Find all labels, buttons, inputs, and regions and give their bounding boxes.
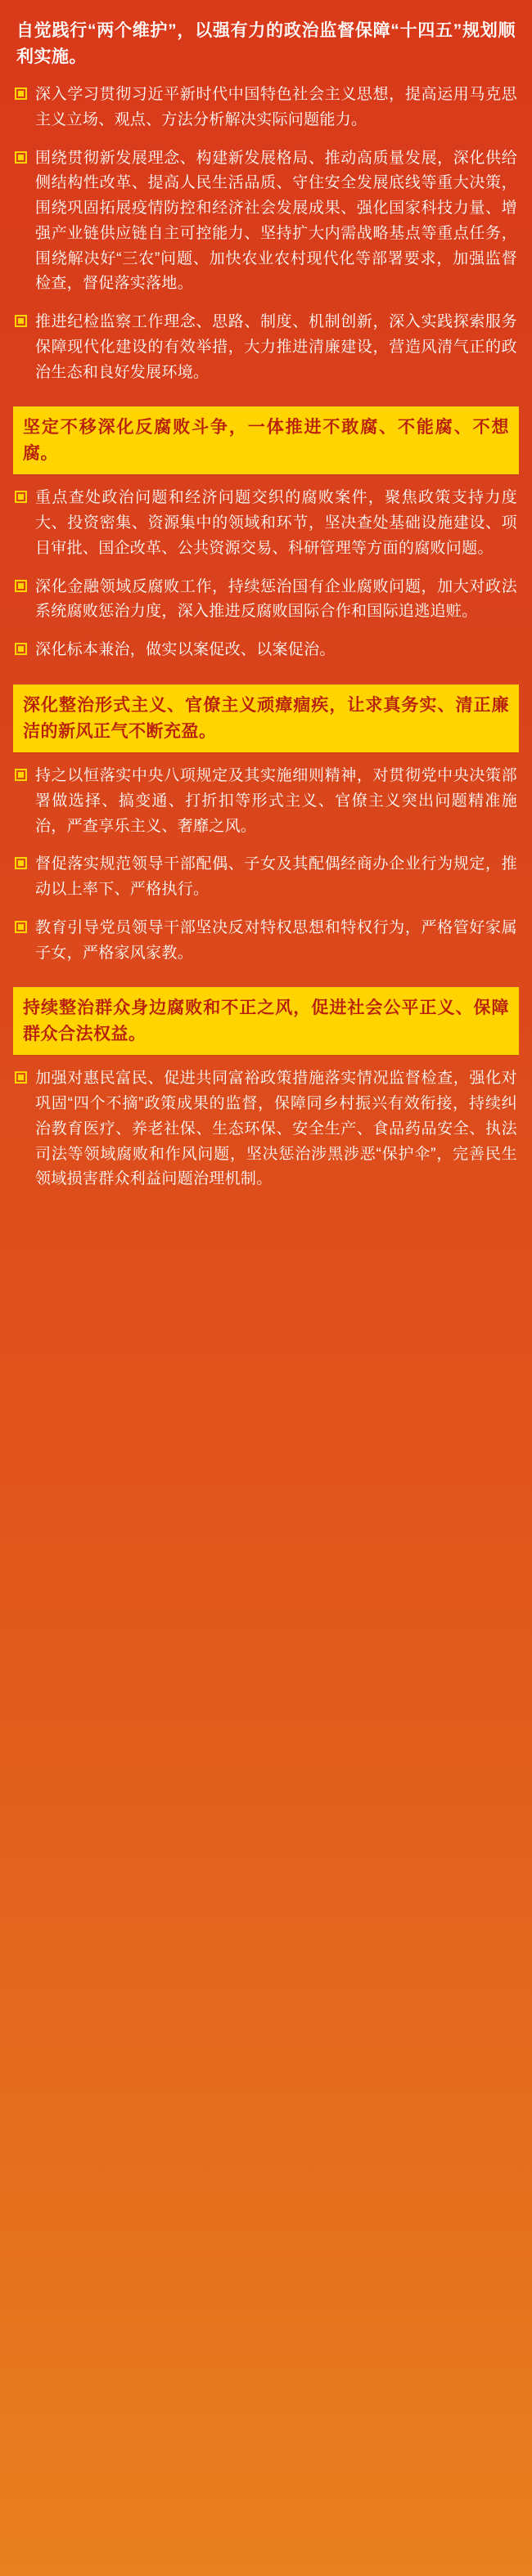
section-heading: 深化整治形式主义、官僚主义顽瘴痼疾，让求真务实、清正廉洁的新风正气不断充盈。 <box>13 684 519 752</box>
section-heading: 自觉践行“两个维护”，以强有力的政治监督保障“十四五”规划顺利实施。 <box>16 21 516 66</box>
list-item-text: 深化金融领域反腐败工作，持续惩治国有企业腐败问题，加大对政法系统腐败惩治力度，深入推进反腐败国际合作和国际追逃追赃。 <box>35 577 517 621</box>
list-item <box>15 83 517 133</box>
bullet-list <box>13 83 519 385</box>
square-bullet-icon <box>15 921 27 933</box>
list-item <box>15 575 517 626</box>
list-item-text: 推进纪检监察工作理念、思路、制度、机制创新，深入实践探索服务保障现代化建设的有效举措，大力推进清廉建设，营造风清气正的政治生态和良好发展环境。 <box>35 313 517 381</box>
square-bullet-icon <box>15 643 27 655</box>
list-item <box>15 916 517 967</box>
list-item-text: 重点查处政治问题和经济问题交织的腐败案件，聚焦政策支持力度大、投资密集、资源集中的领域和环节，坚决查处基础设施建设、项目审批、国企改革、公共资源交易、科研管理等方面的腐败问题。 <box>35 489 517 557</box>
list-item <box>15 1066 517 1192</box>
square-bullet-icon <box>15 769 27 781</box>
list-item <box>15 310 517 385</box>
list-item <box>15 852 517 903</box>
square-bullet-icon <box>15 88 27 100</box>
list-item-text: 深化标本兼治，做实以案促改、以案促治。 <box>35 641 336 659</box>
list-item <box>15 764 517 839</box>
document-section <box>13 406 519 663</box>
list-item-text: 加强对惠民富民、促进共同富裕政策措施落实情况监督检查，强化对巩固“四个不摘”政策成果的监督，保障同乡村振兴有效衔接，持续纠治教育医疗、养老社保、生态环保、安全生产、食品药品安全、执法司法等领域腐败和作风问题，坚决惩治涉黑涉恶“保护伞”，完善民生领域损害群众利益问题治理机制。 <box>35 1070 517 1188</box>
document-section <box>13 684 519 966</box>
list-item-text: 围绕贯彻新发展理念、构建新发展格局、推动高质量发展，深化供给侧结构性改革、提高人民生活品质、守住安全发展底线等重大决策，围绕巩固拓展疫情防控和经济社会发展成果、强化国家科技力量、增强产业链供应链自主可控能力、坚持扩大内需战略基点等重点任务，围绕解决好“三农”问题、加快农业农村现代化等部署要求，加强监督检查，督促落实落地。 <box>35 149 517 293</box>
list-item-text: 督促落实规范领导干部配偶、子女及其配偶经商办企业行为规定，推动以上率下、严格执行。 <box>35 855 517 899</box>
square-bullet-icon <box>15 315 27 327</box>
list-item-text: 持之以恒落实中央八项规定及其实施细则精神，对贯彻党中央决策部署做选择、搞变通、打折扣等形式主义、官僚主义突出问题精准施治，严查享乐主义、奢靡之风。 <box>35 767 517 835</box>
square-bullet-icon <box>15 1071 27 1084</box>
list-item <box>15 486 517 561</box>
square-bullet-icon <box>15 857 27 869</box>
bullet-list <box>13 1066 519 1192</box>
bullet-list <box>13 486 519 663</box>
list-item <box>15 638 517 663</box>
document-section <box>13 15 519 385</box>
document-section <box>13 987 519 1192</box>
square-bullet-icon <box>15 491 27 503</box>
square-bullet-icon <box>15 151 27 164</box>
list-item-text: 教育引导党员领导干部坚决反对特权思想和特权行为，严格管好家属子女，严格家风家教。 <box>35 918 517 962</box>
section-heading: 坚定不移深化反腐败斗争，一体推进不敢腐、不能腐、不想腐。 <box>13 406 519 474</box>
sections-container <box>13 15 519 1192</box>
list-item-text: 深入学习贯彻习近平新时代中国特色社会主义思想，提高运用马克思主义立场、观点、方法分析解决实际问题能力。 <box>35 86 517 128</box>
bullet-list <box>13 764 519 966</box>
list-item <box>15 146 517 298</box>
section-heading: 持续整治群众身边腐败和不正之风，促进社会公平正义、保障群众合法权益。 <box>13 987 519 1055</box>
square-bullet-icon <box>15 580 27 592</box>
